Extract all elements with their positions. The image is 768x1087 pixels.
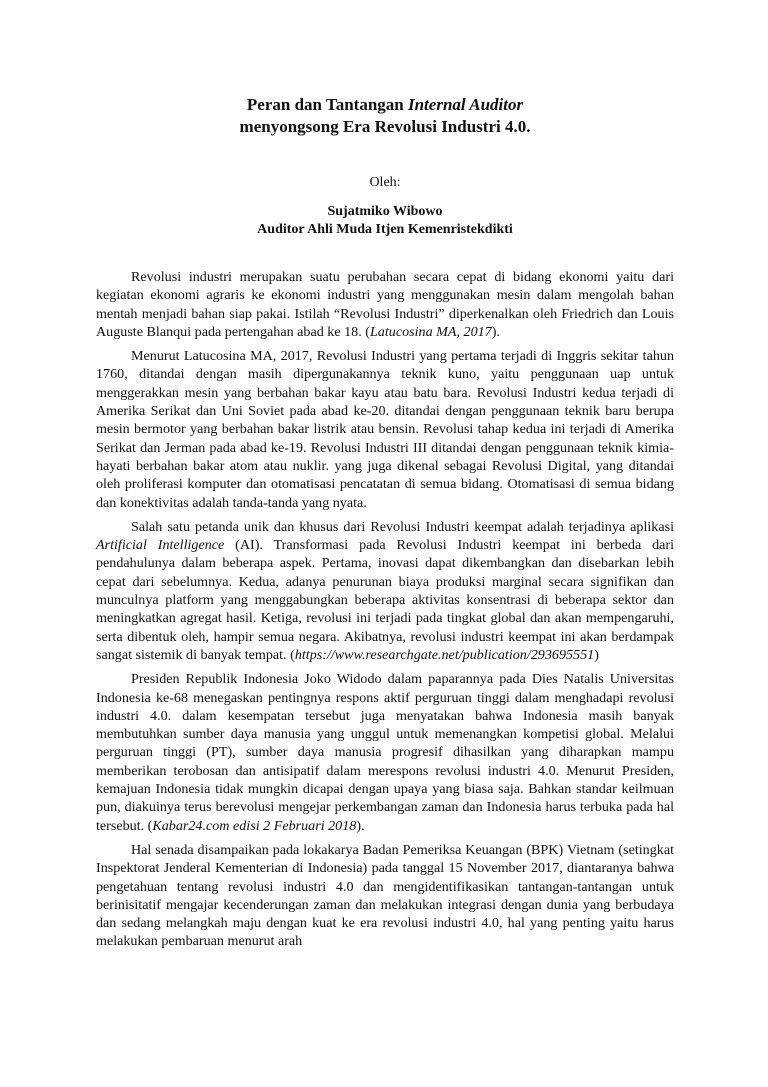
paragraph-5: Hal senada disampaikan pada lokakarya Badan Pemeriksa Keuangan (BPK) Vietnam (setingkat Inspektorat Jenderal Kementerian di Indonesia) pada tanggal 15 November 2017, diantaranya bahwa pengetahuan tentang revolusi industri 4.0 dan mengidentifikasikan tantangan-tantangan untuk berinisitatif mengajar kecenderungan zaman dan melakukan integrasi dengan dunia yang berbudaya dan sedang melangkah maju dengan kuat ke era revolusi industri 4.0, hal yang penting yaitu harus melakukan pembaruan menurut arah — [96, 841, 674, 950]
paragraph-4-text: Presiden Republik Indonesia Joko Widodo dalam paparannya pada Dies Natalis Universitas Indonesia ke-68 menegaskan pentingnya respons aktif perguruan tinggi dalam menghadapi revolusi industri 4.0. dalam kesempatan tersebut juga menyatakan bahwa Indonesia masih banyak membutuhkan sumber daya manusia yang unggul untuk memenangkan kompetisi global. Melalui perguruan tinggi (PT), sumber daya manusia progresif dihasilkan yang diharapkan mampu memberikan terobosan dan antisipatif dalam merespons revolusi industri 4.0. Menurut Presiden, kemajuan Indonesia tidak mungkin dicapai dengan upaya yang biasa saja. Bahkan standar keilmuan pun, diakuinya terus berevolusi mengejar perkembangan zaman dan Indonesia harus terbuka pada hal tersebut. ( — [96, 671, 674, 834]
title-italic-term: Internal Auditor — [407, 95, 524, 114]
document-title-line-1 — [96, 94, 674, 116]
paragraph-3-end: ) — [594, 646, 599, 663]
paragraph-1 — [96, 268, 674, 341]
paragraph-1-text: Revolusi industri merupakan suatu perubahan secara cepat di bidang ekonomi yaitu dari kegiatan ekonomi agraris ke ekonomi industri yang menggunakan mesin dalam mengolah bahan mentah menjadi bahan siap pakai. Istilah “Revolusi Industri” diperkenalkan oleh Friedrich dan Louis Auguste Blanqui pada pertengahan abad ke 18. ( — [96, 269, 674, 340]
paragraph-4-end: ). — [356, 817, 365, 834]
paragraph-2: Menurut Latucosina MA, 2017, Revolusi Industri yang pertama terjadi di Inggris sekitar tahun 1760, ditandai dengan masih dipergunakannya teknik kuno, yaitu penggunaan uap untuk menggerakkan mesin yang berbahan bakar kayu atau batu bara. Revolusi Industri kedua terjadi di Amerika Serikat dan Uni Soviet pada abad ke-20. ditandai dengan penggunaan teknik baru berupa mesin bermotor yang berbahan bakar listrik atau bensin. Revolusi tahap kedua ini terjadi di Amerika Serikat dan Jerman pada abad ke-19. Revolusi Industri III ditandai dengan penggunaan teknik kimia-hayati berbahan bakar atom atau nuklir. yang juga dikenal sebagai Revolusi Digital, yang ditandai oleh proliferasi komputer dan otomatisasi pencatatan di semua bidang. Otomatisasi di semua bidang dan konektivitas adalah tanda-tanda yang nyata. — [96, 348, 674, 511]
paragraph-4-citation: Kabar24.com edisi 2 Februari 2018 — [152, 817, 357, 834]
paragraph-3 — [96, 518, 674, 664]
body-text — [96, 268, 674, 957]
paragraph-3-text-b: (AI). Transformasi pada Revolusi Industri keempat ini berbeda dari pendahulunya dalam beberapa aspek. Pertama, inovasi dapat dikembangkan dan disebarkan lebih cepat dari sebelumnya. Kedua, adanya penurunan biaya produksi marginal secara signifikan dan munculnya platform yang menggabungkan beberapa aktivitas konsentrasi di beberapa sektor dan meningkatkan agregat hasil. Ketiga, revolusi ini terjadi pada tingkat global dan akan mempengaruhi, serta dibentuk oleh, hampir semua negara. Akibatnya, revolusi industri keempat ini akan berdampak sangat sistemik di banyak tempat. ( — [96, 537, 674, 663]
author-affiliation: Auditor Ahli Muda Itjen Kemenristekdikti — [257, 222, 513, 237]
title-prefix: Peran dan Tantangan — [246, 95, 408, 114]
paragraph-4 — [96, 670, 674, 835]
document-title-line-2: menyongsong Era Revolusi Industri 4.0. — [239, 117, 531, 136]
paragraph-3-citation-link: https://www.researchgate.net/publication/293695551 — [294, 646, 595, 663]
author-name: Sujatmiko Wibowo — [327, 204, 443, 219]
byline-label: Oleh: — [369, 175, 401, 190]
paragraph-1-end: ). — [491, 323, 500, 340]
paragraph-1-citation: Latucosina MA, 2017 — [369, 323, 492, 340]
title-block — [96, 94, 674, 239]
paragraph-3-term: Artificial Intelligence — [96, 537, 225, 554]
paragraph-3-text-a: Salah satu petanda unik dan khusus dari Revolusi Industri keempat adalah terjadinya aplikasi — [131, 518, 674, 535]
